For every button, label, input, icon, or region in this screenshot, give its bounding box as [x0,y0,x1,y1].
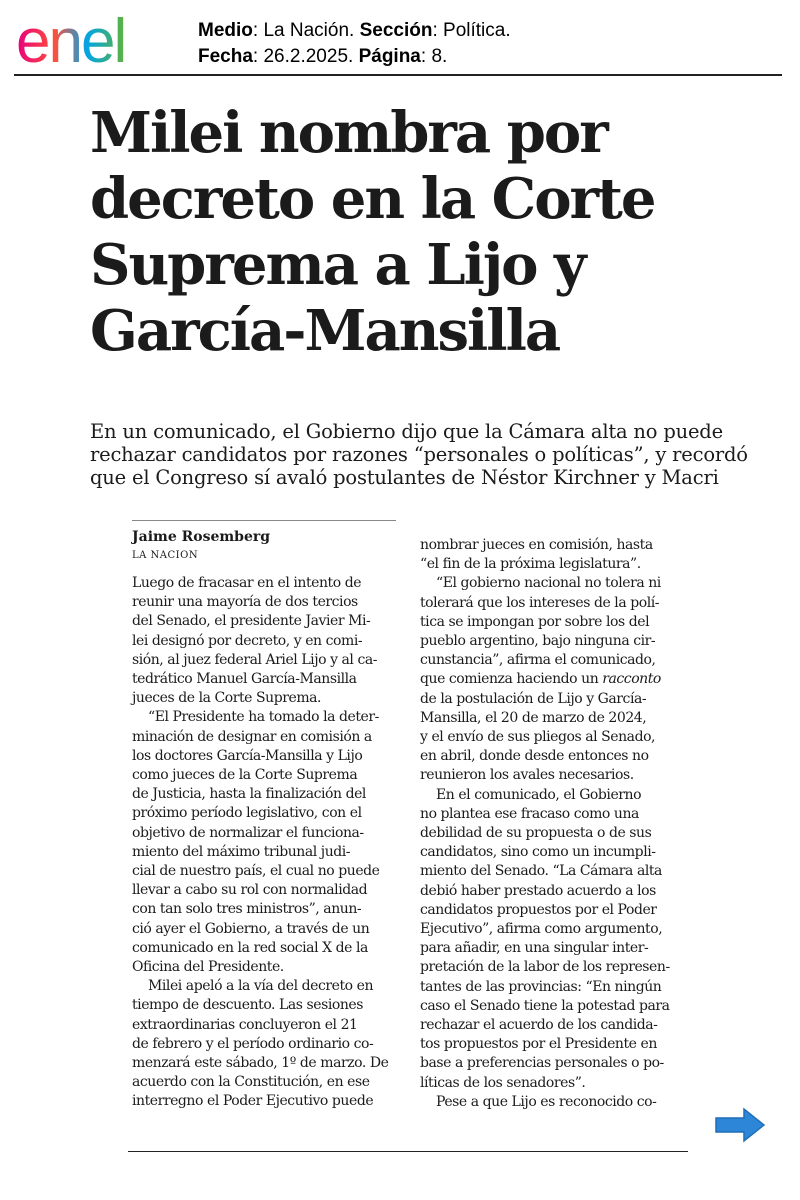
article-text-line: tedrático Manuel García-Mansilla [132,671,357,688]
seccion-value: Política. [443,20,511,41]
article-text-line: pueblo argentino, bajo ninguna cir- [420,633,656,650]
article-text-line: para añadir, en una singular inter- [420,940,649,957]
article-text-line: objetivo de normalizar el funciona- [132,824,364,841]
article-text-line: tos propuestos por el Presidente en [420,1036,657,1053]
right-arrow-icon[interactable] [714,1107,766,1143]
article-text-line: rechazar el acuerdo de los candida- [420,1017,658,1034]
deck-line: rechazar candidatos por razones “personales o políticas”, y recordó [90,443,748,466]
article-text-line: no plantea ese fracaso como una [420,805,639,822]
clipping-metadata [198,18,511,70]
bottom-divider [128,1151,688,1152]
article-text-line: y el envío de sus pliegos al Senado, [420,729,656,746]
article-text-line: menzará este sábado, 1º de marzo. De [132,1055,389,1072]
pagina-label: Página [358,46,421,67]
article-text-line: interregno el Poder Ejecutivo puede [132,1093,374,1110]
article-text-line [420,670,690,689]
article-text-line: Pese a que Lijo es reconocido co- [436,1093,657,1110]
article-text-line: con tan solo tres ministros”, anun- [132,901,362,918]
deck-subheadline [90,420,748,489]
article-text-line: los doctores García-Mansilla y Lijo [132,747,363,764]
article-text-line: tantes de las provincias: “En ningún [420,978,662,995]
article-text-line: En el comunicado, el Gobierno [436,786,642,803]
italic-term: racconto [602,671,661,688]
article-text-line: “El Presidente ha tomado la deter- [148,709,379,726]
article-text-line: base a preferencias personales o po- [420,1055,664,1072]
article-text-line: acuerdo con la Constitución, en ese [132,1074,370,1091]
article-text-line: “el fin de la próxima legislatura”. [420,556,641,573]
deck-line: que el Congreso sí avaló postulantes de Néstor Kirchner y Macri [90,466,719,489]
article-text-line: reunir una mayoría de dos tercios [132,594,358,611]
article-text-line: Milei apeló a la vía del decreto en [148,978,374,995]
article-text-line: sión, al juez federal Ariel Lijo y al ca- [132,651,378,668]
byline-divider [132,520,396,521]
article-text-line: del Senado, el presidente Javier Mi- [132,613,371,630]
article-text-line: como jueces de la Corte Suprema [132,767,358,784]
headline-line: decreto en la Corte [90,166,655,232]
medio-value: La Nación [263,20,350,41]
fecha-label: Fecha [198,46,253,67]
article-text-line: Oficina del Presidente. [132,959,284,976]
fecha-pagina-line: Fecha: 26.2.2025. Página: 8. [198,46,448,67]
article-text-line: candidatos, sino como un incumpli- [420,844,656,861]
article-text-line: reunieron los avales necesarios. [420,767,634,784]
headline-line: Milei nombra por [90,100,607,166]
article-text-line: de febrero y el período ordinario co- [132,1035,374,1052]
pagina-value: 8. [431,46,448,67]
outlet-name: LA NACION [132,550,199,561]
article-text-line: llevar a cabo su rol con normalidad [132,882,368,899]
article-text-line: Ejecutivo”, afirma como argumento, [420,921,663,938]
article-text-line: debilidad de su propuesta o de sus [420,825,652,842]
article-text-line: comunicado en la red social X de la [132,939,368,956]
article-column-2 [420,536,690,1112]
article-text-line: miento del Senado. “La Cámara alta [420,863,662,880]
enel-logo [14,8,174,72]
header-divider [14,74,782,76]
article-text-line: líticas de los senadores”. [420,1074,586,1091]
svg-text:enel: enel [16,8,126,72]
article-text-line: cunstancia”, afirma el comunicado, [420,652,656,669]
article-text-line: extraordinarias concluyeron el 21 [132,1016,358,1033]
article-text-line: tolerará que los intereses de la polí- [420,594,660,611]
headline-line: García-Mansilla [90,298,560,364]
deck-line: En un comunicado, el Gobierno dijo que la Cámara alta no puede [90,420,723,443]
article-text-line: “El gobierno nacional no tolera ni [436,575,661,592]
article-text-line: cial de nuestro país, el cual no puede [132,863,380,880]
article-text-line: Luego de fracasar en el intento de [132,575,362,591]
article-text-line: ció ayer el Gobierno, a través de un [132,920,370,937]
headline [90,100,730,364]
article-text-line: pretación de la labor de los represen- [420,959,670,976]
article-text-line: tica se impongan por sobre los del [420,613,650,630]
article-text-line: caso el Senado tiene la potestad para [420,997,670,1014]
author-name: Jaime Rosemberg [132,529,271,545]
article-text-line: próximo período legislativo, con el [132,805,362,822]
article-text-line: en abril, donde desde entonces no [420,748,649,765]
article-text-line: jueces de la Corte Suprema. [132,690,322,707]
article-column-1 [132,574,400,1112]
seccion-label: Sección [359,20,433,41]
article-text-line: debió haber prestado acuerdo a los [420,882,656,899]
headline-line: Suprema a Lijo y [90,232,585,298]
article-text-line: Mansilla, el 20 de marzo de 2024, [420,709,647,726]
medio-seccion-line: Medio: La Nación. Sección: Política. [198,20,511,41]
article-text-line: tiempo de descuento. Las sesiones [132,997,363,1014]
article-text-line: miento del máximo tribunal judi- [132,843,351,860]
article-text-line: candidatos propuestos por el Poder [420,901,657,918]
article-text-line: minación de designar en comisión a [132,728,372,745]
fecha-value: 26.2.2025. [263,46,354,67]
medio-label: Medio [198,20,253,41]
article-text-line: nombrar jueces en comisión, hasta [420,537,653,553]
article-text-line: de la postulación de Lijo y García- [420,690,647,707]
article-text-line: de Justicia, hasta la finalización del [132,786,366,803]
article-text-line: lei designó por decreto, y en comi- [132,632,363,649]
article-text-fragment: que comienza haciendo un [420,671,603,688]
